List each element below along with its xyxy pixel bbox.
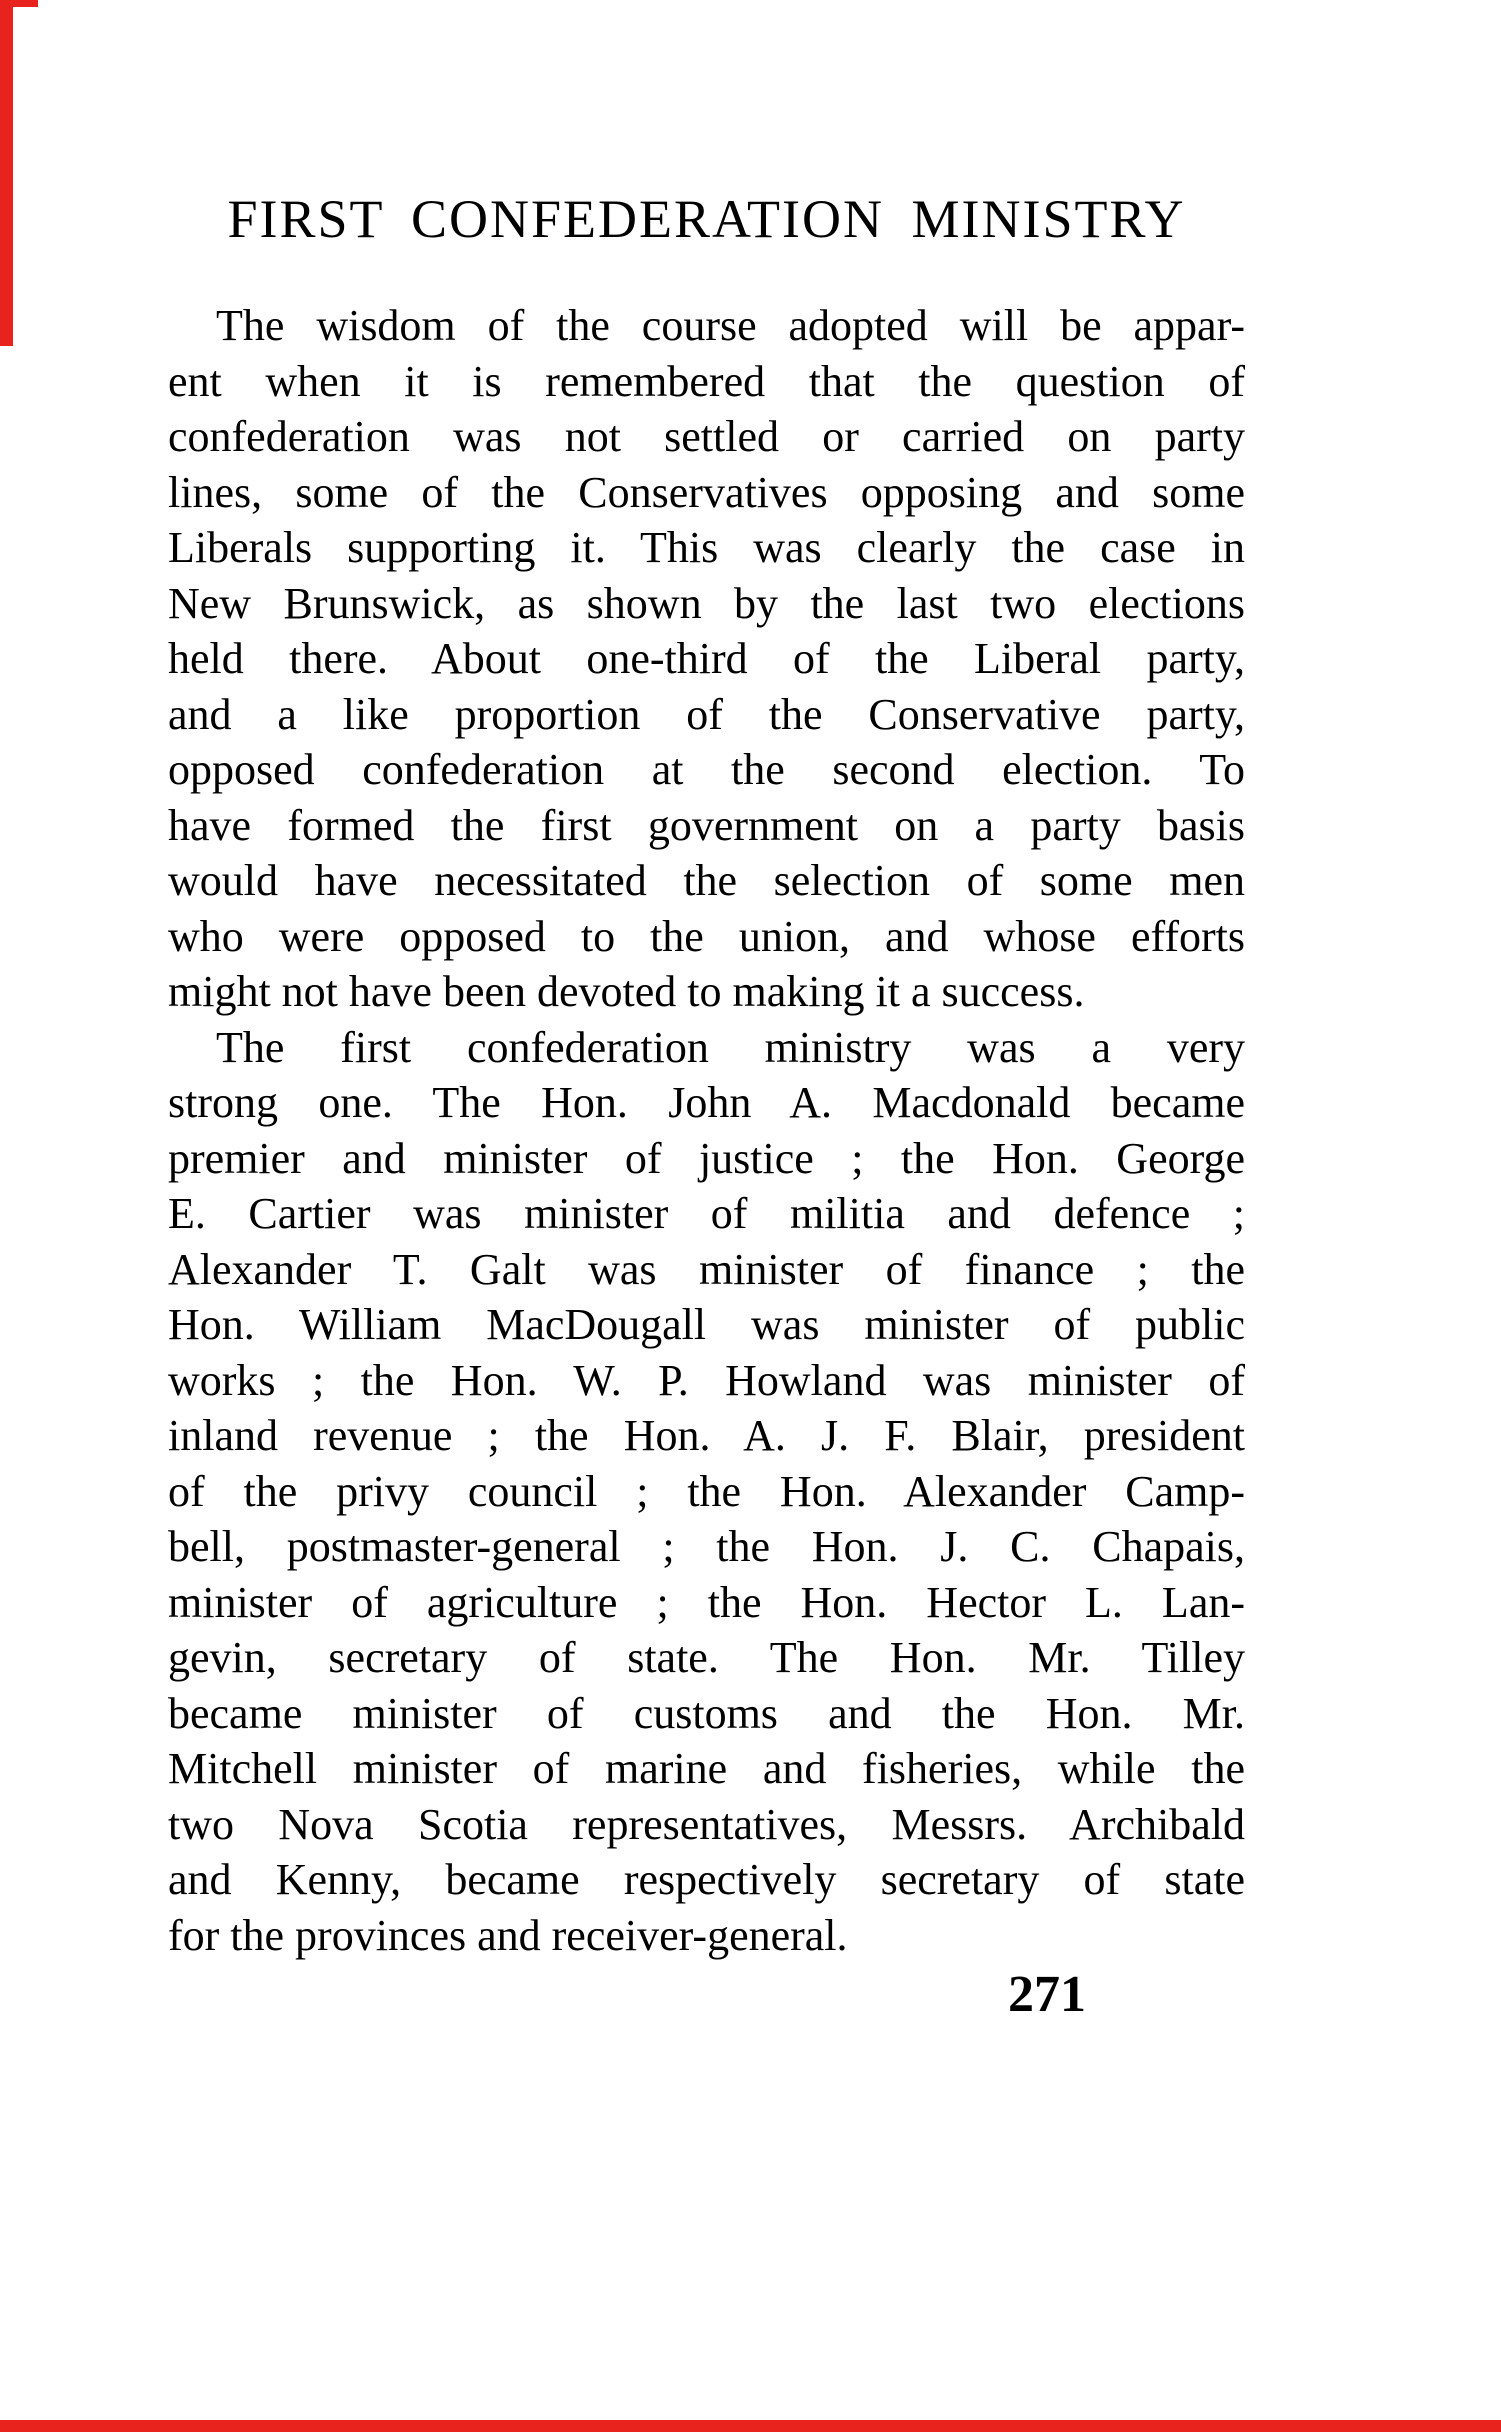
- text-line: opposed confederation at the second election. To: [168, 745, 1245, 794]
- text-line: two Nova Scotia representatives, Messrs. Archibald: [168, 1799, 1245, 1849]
- page-number: 271: [1008, 1966, 1086, 2023]
- text-line: of the privy council ; the Hon. Alexander Camp-: [168, 1466, 1245, 1516]
- text-line: and a like proportion of the Conservative party,: [168, 689, 1245, 739]
- text-line: and Kenny, became respectively secretary of state: [168, 1855, 1245, 1904]
- text-line: premier and minister of justice ; the Hon. George: [168, 1133, 1245, 1183]
- body-text: [168, 298, 1245, 1963]
- text-line: lines, some of the Conservatives opposing and some: [168, 467, 1245, 517]
- text-line: The wisdom of the course adopted will be appar-: [216, 301, 1245, 350]
- text-line: held there. About one-third of the Liberal party,: [168, 634, 1245, 683]
- text-line: strong one. The Hon. John A. Macdonald became: [168, 1078, 1245, 1127]
- text-line: Liberals supporting it. This was clearly the case in: [168, 523, 1245, 572]
- text-line: have formed the first government on a party basis: [168, 800, 1245, 850]
- text-line: Hon. William MacDougall was minister of public: [168, 1300, 1245, 1349]
- text-line: might not have been devoted to making it a success.: [168, 967, 1085, 1016]
- text-line: for the provinces and receiver-general.: [168, 1910, 848, 1960]
- text-line: gevin, secretary of state. The Hon. Mr. Tilley: [168, 1633, 1245, 1682]
- text-line: works ; the Hon. W. P. Howland was minister of: [168, 1355, 1245, 1405]
- scan-edge-mark-bottom: [0, 2420, 1501, 2432]
- text-line: confederation was not settled or carried on party: [168, 412, 1245, 461]
- scan-edge-mark-top: [0, 0, 38, 7]
- text-line: would have necessitated the selection of some men: [168, 856, 1245, 905]
- text-line: inland revenue ; the Hon. A. J. F. Blair, president: [168, 1411, 1245, 1460]
- text-line: ent when it is remembered that the question of: [168, 356, 1245, 406]
- text-line: became minister of customs and the Hon. Mr.: [168, 1688, 1245, 1738]
- scan-edge-mark-left: [0, 0, 13, 346]
- text-line: minister of agriculture ; the Hon. Hector L. Lan-: [168, 1577, 1245, 1627]
- text-line: who were opposed to the union, and whose efforts: [168, 911, 1245, 961]
- text-line: E. Cartier was minister of militia and defence ;: [168, 1189, 1245, 1238]
- chapter-title: FIRST CONFEDERATION MINISTRY: [227, 189, 1186, 249]
- text-line: New Brunswick, as shown by the last two elections: [168, 578, 1245, 628]
- text-line: Alexander T. Galt was minister of finance ; the: [168, 1244, 1245, 1294]
- text-line: bell, postmaster-general ; the Hon. J. C. Chapais,: [168, 1522, 1245, 1571]
- text-line: Mitchell minister of marine and fisheries, while the: [168, 1744, 1245, 1793]
- text-line: The first confederation ministry was a very: [216, 1022, 1245, 1072]
